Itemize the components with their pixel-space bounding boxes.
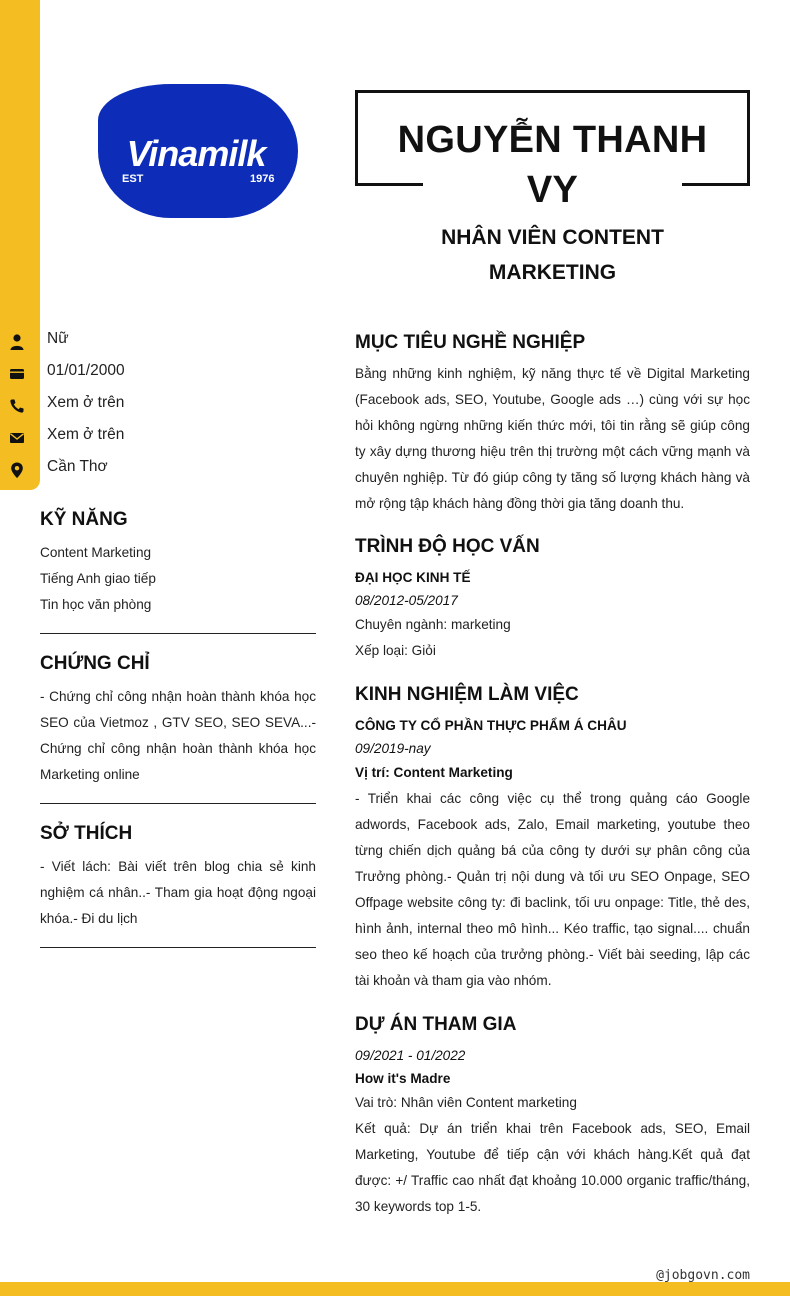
skills-title: KỸ NĂNG	[40, 509, 128, 530]
info-gender	[0, 326, 300, 358]
project-period: 09/2021 - 01/2022	[355, 1048, 466, 1063]
experience-title: KINH NGHIỆM LÀM VIỆC	[355, 684, 579, 705]
school-name: ĐẠI HỌC KINH TẾ	[355, 570, 471, 585]
certificates-text: - Chứng chỉ công nhận hoàn thành khóa học SEO của Vietmoz , GTV SEO, SEO SEVA...- Chứng chỉ công nhận hoàn thành khóa học Marketing online	[40, 689, 316, 782]
hobbies-section	[40, 821, 316, 932]
objective-title: MỤC TIÊU NGHỀ NGHIỆP	[355, 332, 586, 353]
certificates-section	[40, 651, 316, 788]
logo-brand: Vinamilk	[126, 133, 266, 174]
education-major: Chuyên ngành: marketing	[355, 617, 511, 632]
hobbies-title: SỞ THÍCH	[40, 823, 133, 844]
projects-title: DỰ ÁN THAM GIA	[355, 1014, 517, 1035]
skill-item: Content Marketing	[40, 545, 152, 560]
objective-text: Bằng những kinh nghiệm, kỹ năng thực tế về Digital Marketing (Facebook ads, SEO, Youtube, Google ads …) cùng với sự học hỏi không ngừng những kiến thức mới, tôi tin rằng sẽ giúp công ty xây dựng thương hiệu trên thị trường một cách vững mạnh và chuyên nghiệp. Từ đó giúp công ty tăng số lượng khách hàng và mở rộng tập khách hàng đồng thời gia tăng doanh thu.	[355, 366, 750, 511]
address-value: Cần Thơ	[47, 458, 108, 475]
info-phone	[0, 390, 300, 422]
project-result: Kết quả: Dự án triển khai trên Facebook ads, SEO, Email Marketing, Youtube để tiếp cận với khách hàng.Kết quả đạt được: +/ Traffic cao nhất đạt khoảng 10.000 organic traffic/tháng, 30 keywords top 1-5.	[355, 1121, 750, 1214]
candidate-name	[355, 115, 750, 215]
gender-value: Nữ	[47, 330, 69, 347]
info-address	[0, 454, 300, 486]
divider	[40, 803, 316, 804]
company-logo	[98, 84, 298, 218]
education-title: TRÌNH ĐỘ HỌC VẤN	[355, 536, 540, 557]
hobbies-text: - Viết lách: Bài viết trên blog chia sẻ kinh nghiệm cá nhân..- Tham gia hoạt động ngoại khóa.- Đi du lịch	[40, 859, 316, 926]
name-line-1: NGUYỄN THANH	[397, 119, 708, 161]
project-name: How it's Madre	[355, 1071, 451, 1086]
job-title-line-2: MARKETING	[488, 261, 617, 284]
certificates-title: CHỨNG CHỈ	[40, 653, 150, 674]
experience-section	[355, 682, 750, 994]
watermark: @jobgovn.com	[656, 1268, 750, 1283]
experience-position: Vị trí: Content Marketing	[355, 765, 513, 780]
info-email	[0, 422, 300, 454]
projects-section	[355, 1012, 750, 1220]
divider	[40, 633, 316, 634]
job-title-line-1: NHÂN VIÊN CONTENT	[441, 226, 664, 249]
logo-est: EST	[122, 173, 144, 185]
user-icon	[8, 333, 26, 351]
objective-section	[355, 330, 750, 517]
location-icon	[8, 461, 26, 479]
birthday-value: 01/01/2000	[47, 362, 125, 379]
email-value: Xem ở trên	[47, 426, 125, 443]
calendar-icon	[8, 365, 26, 383]
skills-section	[40, 507, 316, 618]
skill-item: Tin học văn phòng	[40, 597, 152, 612]
phone-value: Xem ở trên	[47, 394, 125, 411]
education-grade: Xếp loại: Giỏi	[355, 643, 436, 658]
name-line-2: VY	[526, 169, 579, 211]
education-period: 08/2012-05/2017	[355, 593, 458, 608]
experience-description: - Triển khai các công việc cụ thể trong quảng cáo Google adwords, Facebook ads, Zalo, Email marketing, youtube theo từng chiến dịch quảng bá của công ty dưới sự phân công của Trưởng phòng.- Quản trị nội dung và tối ưu SEO Onpage, SEO Offpage website công ty: đi baclink, tối ưu onpage: Title, thẻ des, hình ảnh, internal theo mô hình... Kéo traffic, tạo signal.... chuẩn seo theo kế hoạch của trưởng phòng.- Viết bài seeding, lập các tài khoản và tham gia vào nhóm.	[355, 791, 750, 988]
divider	[40, 947, 316, 948]
company-name: CÔNG TY CỔ PHẦN THỰC PHẨM Á CHÂU	[355, 718, 627, 733]
phone-icon	[8, 397, 26, 415]
experience-period: 09/2019-nay	[355, 741, 431, 756]
info-birthday	[0, 358, 300, 390]
education-section	[355, 534, 750, 664]
accent-footer-bar	[0, 1282, 790, 1296]
email-icon	[8, 429, 26, 447]
logo-year: 1976	[250, 173, 275, 185]
job-title	[355, 220, 750, 290]
project-role: Vai trò: Nhân viên Content marketing	[355, 1095, 577, 1110]
skill-item: Tiếng Anh giao tiếp	[40, 571, 156, 586]
